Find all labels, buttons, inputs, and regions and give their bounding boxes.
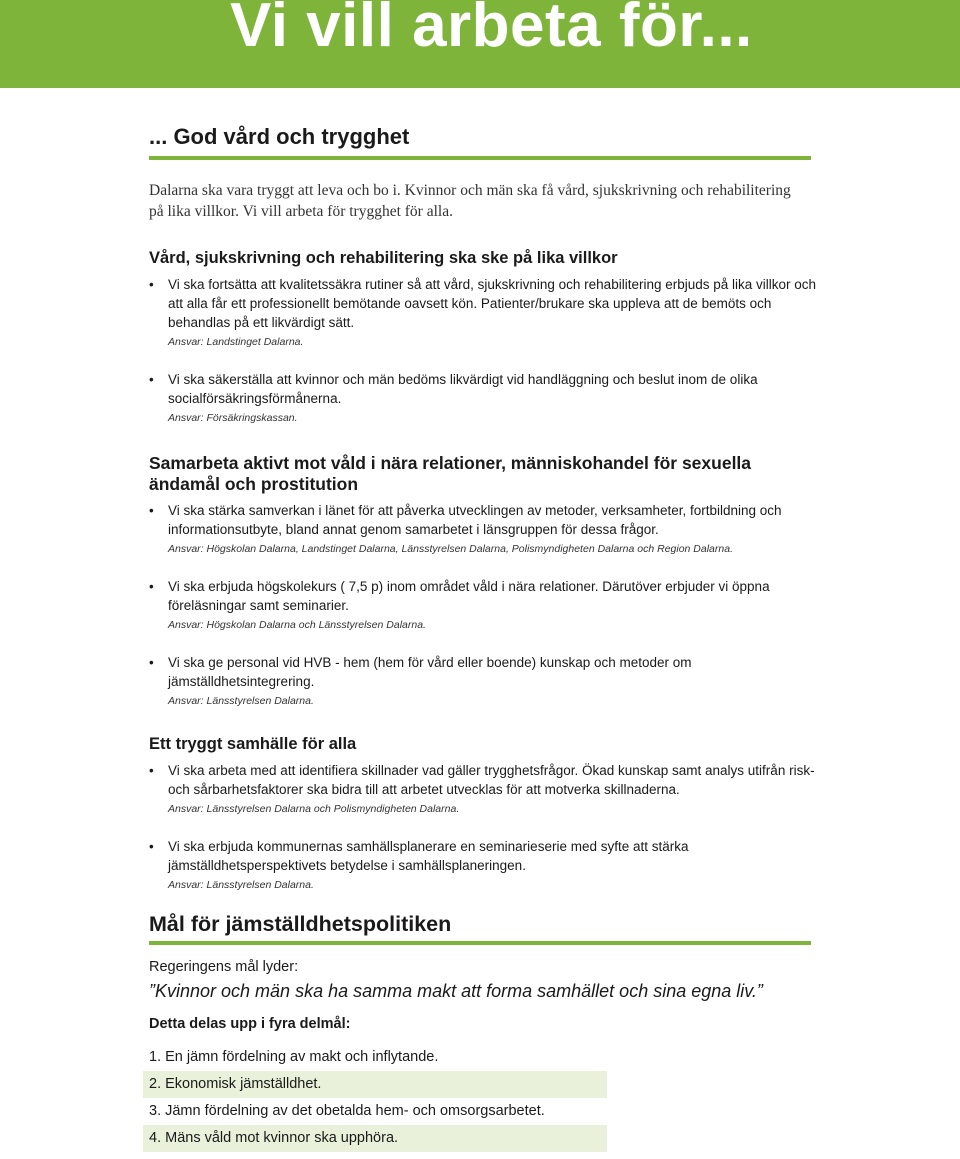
goals-intro: Regeringens mål lyder: [149, 959, 299, 975]
bullet-icon: • [149, 277, 154, 292]
responsible-note: Ansvar: Länsstyrelsen Dalarna. [168, 695, 314, 707]
responsible-note: Ansvar: Länsstyrelsen Dalarna. [168, 879, 314, 891]
list-item [149, 275, 819, 349]
goal-item: 3. Jämn fördelning av det obetalda hem- och omsorgsarbetet. [149, 1103, 545, 1119]
header-banner [0, 0, 960, 88]
bullet-icon: • [149, 839, 154, 854]
item-text: Vi ska säkerställa att kvinnor och män bedöms likvärdigt vid handläggning och beslut inom de olika socialförsäkringsförmånerna. [168, 372, 758, 406]
bullet-list [149, 275, 819, 425]
item-text: Vi ska arbeta med att identifiera skillnader vad gäller trygghetsfrågor. Ökad kunskap samt analys utifrån risk- och sårbarhetsfaktorer ska bidra till att arbetet utvecklas för att motverka skillnaderna. [168, 763, 815, 797]
list-item [149, 837, 819, 892]
item-text: Vi ska stärka samverkan i länet för att påverka utvecklingen av metoder, verksamheter, fortbildning och informationsutbyte, bland annat genom samarbetet i länsgruppen för dessa frågor. [168, 503, 782, 537]
goals-subtitle: Detta delas upp i fyra delmål: [149, 1016, 351, 1032]
group-equal-care [149, 248, 819, 425]
item-text: Vi ska ge personal vid HVB - hem (hem för vård eller boende) kunskap och metoder om jämställdhetsintegrering. [168, 655, 692, 689]
responsible-note: Ansvar: Högskolan Dalarna, Landstinget Dalarna, Länsstyrelsen Dalarna, Polismyndigheten Dalarna och Region Dalarna. [168, 543, 733, 555]
list-item [149, 653, 819, 708]
bullet-icon: • [149, 763, 154, 778]
goal-item: 4. Mäns våld mot kvinnor ska upphöra. [143, 1125, 607, 1152]
bullet-list [149, 761, 819, 892]
group-heading: Samarbeta aktivt mot våld i nära relationer, människohandel för sexuella ändamål och prostitution [149, 453, 752, 494]
responsible-note: Ansvar: Länsstyrelsen Dalarna och Polismyndigheten Dalarna. [168, 803, 460, 815]
goal-list [143, 1044, 607, 1152]
section-intro: Dalarna ska vara tryggt att leva och bo i. Kvinnor och män ska få vård, sjukskrivning och rehabilitering på lika villkor. Vi vill arbeta för trygghet för alla. [149, 182, 791, 220]
goal-item: 2. Ekonomisk jämställdhet. [143, 1071, 607, 1098]
responsible-note: Ansvar: Försäkringskassan. [168, 412, 298, 424]
group-violence [149, 453, 819, 708]
responsible-note: Ansvar: Landstinget Dalarna. [168, 336, 304, 348]
list-item [149, 761, 819, 816]
group-safe-society [149, 734, 819, 892]
main-content [149, 124, 819, 892]
item-text: Vi ska erbjuda högskolekurs ( 7,5 p) inom området våld i nära relationer. Därutöver erbjuder vi öppna föreläsningar samt seminarier. [168, 579, 770, 613]
list-item [149, 370, 819, 425]
bullet-icon: • [149, 372, 154, 387]
goals-section [149, 912, 829, 1152]
section-title: ... God vård och trygghet [149, 124, 811, 160]
item-text: Vi ska erbjuda kommunernas samhällsplanerare en seminarieserie med syfte att stärka jämställdhetsperspektivets betydelse i samhällsplaneringen. [168, 839, 689, 873]
goal-item: 1. En jämn fördelning av makt och inflytande. [149, 1049, 439, 1065]
group-heading: Ett tryggt samhälle för alla [149, 735, 357, 753]
bullet-icon: • [149, 503, 154, 518]
bullet-icon: • [149, 579, 154, 594]
goals-title: Mål för jämställdhetspolitiken [149, 912, 811, 945]
responsible-note: Ansvar: Högskolan Dalarna och Länsstyrelsen Dalarna. [168, 619, 426, 631]
goals-quote: ”Kvinnor och män ska ha samma makt att forma samhället och sina egna liv.” [149, 981, 763, 1001]
bullet-icon: • [149, 655, 154, 670]
list-item [149, 577, 819, 632]
bullet-list [149, 501, 819, 708]
list-item [149, 501, 819, 556]
item-text: Vi ska fortsätta att kvalitetssäkra rutiner så att vård, sjukskrivning och rehabilitering erbjuds på lika villkor och att alla får ett professionellt bemötande oavsett kön. Patienter/brukare ska uppleva att de bemöts och behandlas på ett likvärdigt sätt. [168, 277, 817, 330]
banner-title: Vi vill arbeta för... [230, 0, 753, 60]
group-heading: Vård, sjukskrivning och rehabilitering ska ske på lika villkor [149, 249, 618, 267]
